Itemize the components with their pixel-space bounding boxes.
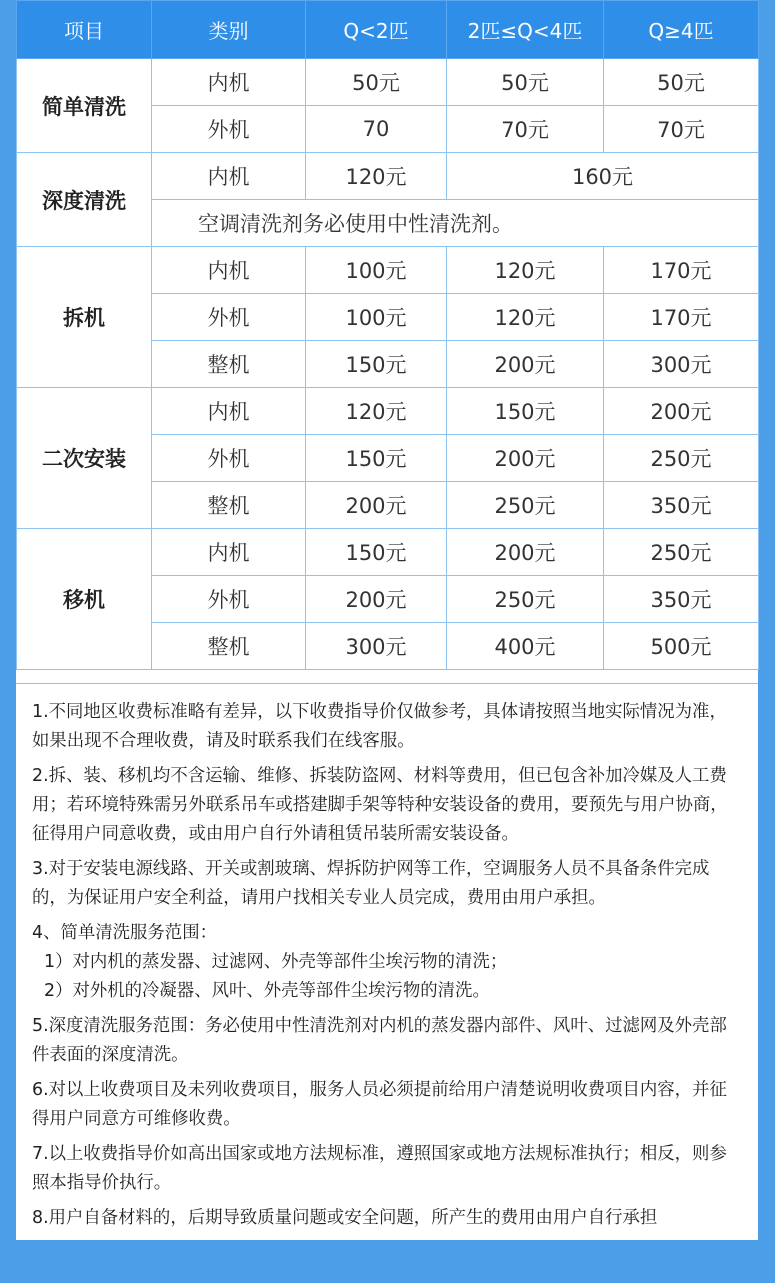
price-cell: 250元 bbox=[447, 576, 604, 623]
price-cell: 200元 bbox=[447, 529, 604, 576]
price-cell: 70元 bbox=[447, 106, 604, 153]
price-cell: 300元 bbox=[306, 623, 447, 670]
type-cell: 外机 bbox=[152, 106, 306, 153]
price-cell-merged: 160元 bbox=[447, 153, 759, 200]
price-cell: 250元 bbox=[604, 435, 759, 482]
group-reinstall: 二次安装 bbox=[17, 388, 152, 529]
group-simple-clean: 简单清洗 bbox=[17, 59, 152, 153]
price-cell: 100元 bbox=[306, 247, 447, 294]
price-cell: 200元 bbox=[447, 341, 604, 388]
table-row bbox=[17, 153, 759, 200]
price-cell: 150元 bbox=[306, 529, 447, 576]
price-cell: 350元 bbox=[604, 576, 759, 623]
type-cell: 整机 bbox=[152, 341, 306, 388]
header-tier-2: 2匹≤Q<4匹 bbox=[447, 1, 604, 59]
type-cell: 整机 bbox=[152, 482, 306, 529]
price-cell: 200元 bbox=[306, 576, 447, 623]
price-cell: 70元 bbox=[604, 106, 759, 153]
price-cell: 70 bbox=[306, 106, 447, 153]
group-disassemble: 拆机 bbox=[17, 247, 152, 388]
price-cell: 200元 bbox=[306, 482, 447, 529]
price-cell: 150元 bbox=[306, 341, 447, 388]
price-cell: 300元 bbox=[604, 341, 759, 388]
price-cell: 500元 bbox=[604, 623, 759, 670]
header-category: 类别 bbox=[152, 1, 306, 59]
header-tier-1: Q<2匹 bbox=[306, 1, 447, 59]
price-cell: 250元 bbox=[604, 529, 759, 576]
price-cell: 50元 bbox=[604, 59, 759, 106]
price-cell: 120元 bbox=[447, 294, 604, 341]
type-cell: 整机 bbox=[152, 623, 306, 670]
table-row bbox=[17, 247, 759, 294]
price-cell: 200元 bbox=[447, 435, 604, 482]
group-relocate: 移机 bbox=[17, 529, 152, 670]
price-cell: 170元 bbox=[604, 294, 759, 341]
note-8: 8.用户自备材料的，后期导致质量问题或安全问题，所产生的费用由用户自行承担 bbox=[32, 1208, 658, 1228]
price-sheet bbox=[16, 0, 758, 1240]
type-cell: 内机 bbox=[152, 388, 306, 435]
notes-section bbox=[16, 683, 758, 1283]
price-cell: 50元 bbox=[447, 59, 604, 106]
type-cell: 内机 bbox=[152, 59, 306, 106]
header-tier-3: Q≥4匹 bbox=[604, 1, 759, 59]
price-cell: 120元 bbox=[306, 388, 447, 435]
note-2: 2.拆、装、移机均不含运输、维修、拆装防盗网、材料等费用，但已包含补加冷媒及人工费用；若环境特殊需另外联系吊车或搭建脚手架等特种安装设备的费用，要预先与用户协商，征得用户同意收费，或由用户自行外请租赁吊装所需安装设备。 bbox=[32, 766, 728, 844]
group-deep-clean: 深度清洗 bbox=[17, 153, 152, 247]
price-cell: 350元 bbox=[604, 482, 759, 529]
price-cell: 150元 bbox=[306, 435, 447, 482]
price-cell: 250元 bbox=[447, 482, 604, 529]
note-7: 7.以上收费指导价如高出国家或地方法规标准，遵照国家或地方法规标准执行；相反，则参照本指导价执行。 bbox=[32, 1144, 727, 1193]
header-item: 项目 bbox=[17, 1, 152, 59]
type-cell: 外机 bbox=[152, 435, 306, 482]
price-cell: 100元 bbox=[306, 294, 447, 341]
note-4-sub-1: 1）对内机的蒸发器、过滤网、外壳等部件尘埃污物的清洗； bbox=[44, 952, 508, 972]
note-3: 3.对于安装电源线路、开关或割玻璃、焊拆防护网等工作，空调服务人员不具备条件完成的，为保证用户安全利益，请用户找相关专业人员完成，费用由用户承担。 bbox=[32, 859, 710, 908]
table-row bbox=[17, 388, 759, 435]
price-cell: 150元 bbox=[447, 388, 604, 435]
price-cell: 170元 bbox=[604, 247, 759, 294]
price-table bbox=[16, 0, 759, 670]
price-cell: 120元 bbox=[447, 247, 604, 294]
type-cell: 内机 bbox=[152, 529, 306, 576]
price-cell: 50元 bbox=[306, 59, 447, 106]
table-row bbox=[17, 529, 759, 576]
type-cell: 外机 bbox=[152, 576, 306, 623]
type-cell: 内机 bbox=[152, 247, 306, 294]
note-4-sub-2: 2）对外机的冷凝器、风叶、外壳等部件尘埃污物的清洗。 bbox=[44, 981, 490, 1001]
type-cell: 内机 bbox=[152, 153, 306, 200]
note-4: 4、简单清洗服务范围： bbox=[32, 923, 217, 943]
note-5: 5.深度清洗服务范围：务必使用中性清洗剂对内机的蒸发器内部件、风叶、过滤网及外壳部件表面的深度清洗。 bbox=[32, 1016, 727, 1065]
price-cell: 120元 bbox=[306, 153, 447, 200]
table-header-row bbox=[17, 1, 759, 59]
price-cell: 200元 bbox=[604, 388, 759, 435]
note-1: 1.不同地区收费标准略有差异，以下收费指导价仅做参考，具体请按照当地实际情况为准，如果出现不合理收费，请及时联系我们在线客服。 bbox=[32, 702, 727, 751]
type-cell: 外机 bbox=[152, 294, 306, 341]
note-6: 6.对以上收费项目及未列收费项目，服务人员必须提前给用户清楚说明收费项目内容，并征得用户同意方可维修收费。 bbox=[32, 1080, 727, 1129]
deep-clean-note: 空调清洗剂务必使用中性清洗剂。 bbox=[152, 200, 759, 247]
price-cell: 400元 bbox=[447, 623, 604, 670]
table-row bbox=[17, 59, 759, 106]
